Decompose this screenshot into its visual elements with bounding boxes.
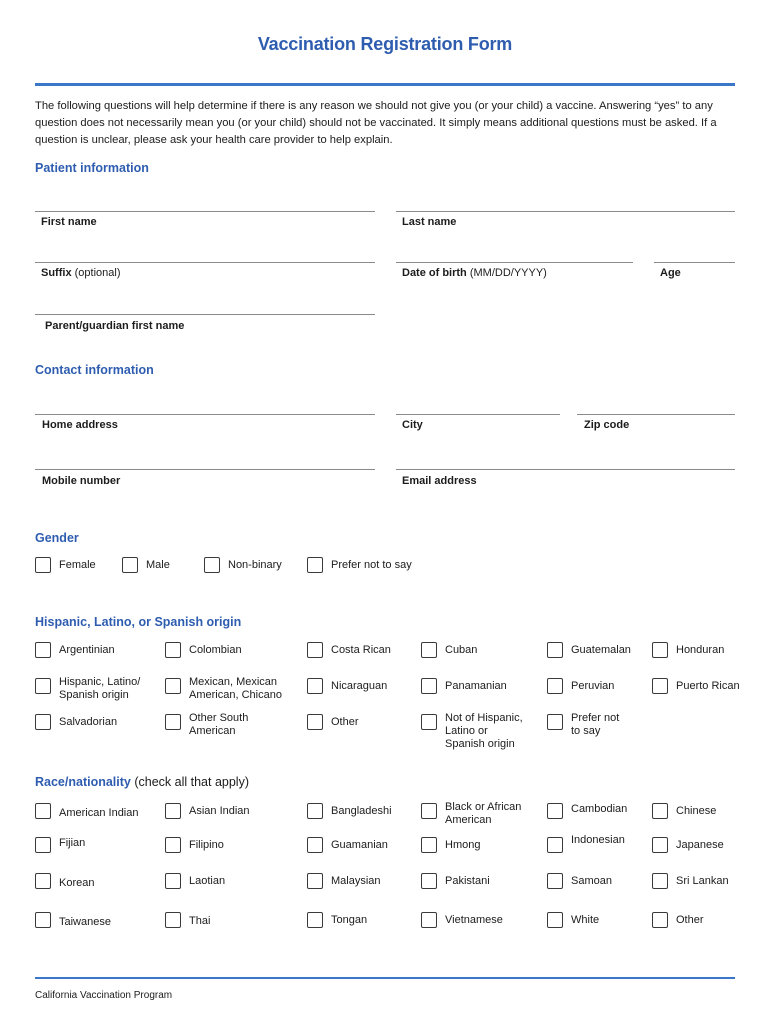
race-option[interactable]: Hmong [421, 837, 480, 853]
race-option[interactable]: Tongan [307, 912, 367, 928]
checkbox[interactable] [652, 642, 668, 658]
race-option[interactable]: Samoan [547, 873, 612, 889]
first-name-field[interactable] [35, 211, 375, 212]
race-option[interactable]: Pakistani [421, 873, 490, 889]
race-option[interactable]: Other [652, 912, 704, 928]
race-option[interactable]: White [547, 912, 599, 928]
page-title: Vaccination Registration Form [257, 34, 513, 54]
checkbox[interactable] [547, 837, 563, 853]
checkbox[interactable] [421, 837, 437, 853]
checkbox[interactable] [421, 912, 437, 928]
gender-option[interactable]: Male [122, 557, 170, 573]
checkbox[interactable] [652, 873, 668, 889]
hispanic-origin-option[interactable]: Colombian [165, 642, 242, 658]
suffix-field[interactable] [35, 262, 375, 263]
gender-option[interactable]: Non-binary [204, 557, 282, 573]
gender-option[interactable]: Prefer not to say [307, 557, 412, 573]
mobile-number-label: Mobile number [42, 475, 121, 487]
hispanic-origin-option[interactable]: Mexican, Mexican American, Chicano [165, 678, 282, 702]
race-option[interactable]: Guamanian [307, 837, 388, 853]
checkbox[interactable] [204, 557, 220, 573]
city-label: City [402, 419, 423, 431]
age-field[interactable] [654, 262, 735, 263]
race-option[interactable]: Fijian [35, 837, 85, 853]
checkbox[interactable] [652, 803, 668, 819]
race-heading: Race/nationality (check all that apply) [35, 775, 249, 789]
hispanic-origin-option[interactable]: Other [307, 714, 359, 730]
checkbox[interactable] [547, 912, 563, 928]
hispanic-origin-option[interactable]: Cuban [421, 642, 477, 658]
checkbox[interactable] [165, 873, 181, 889]
checkbox[interactable] [547, 714, 563, 730]
checkbox[interactable] [165, 803, 181, 819]
checkbox[interactable] [35, 557, 51, 573]
checkbox[interactable] [35, 642, 51, 658]
checkbox[interactable] [307, 803, 323, 819]
checkbox[interactable] [122, 557, 138, 573]
checkbox[interactable] [307, 678, 323, 694]
race-option[interactable]: Thai [165, 912, 210, 928]
checkbox[interactable] [421, 642, 437, 658]
checkbox[interactable] [35, 803, 51, 819]
date-of-birth-field[interactable] [396, 262, 633, 263]
race-option[interactable]: Vietnamese [421, 912, 503, 928]
race-option[interactable]: Malaysian [307, 873, 381, 889]
guardian-name-field[interactable] [35, 314, 375, 315]
checkbox[interactable] [307, 912, 323, 928]
race-option[interactable]: Bangladeshi [307, 803, 392, 819]
checkbox[interactable] [165, 837, 181, 853]
race-option[interactable]: Sri Lankan [652, 873, 729, 889]
hispanic-origin-heading: Hispanic, Latino, or Spanish origin [35, 615, 242, 629]
hispanic-origin-option[interactable]: Guatemalan [547, 642, 631, 658]
hispanic-origin-option[interactable]: Nicaraguan [307, 678, 387, 694]
checkbox[interactable] [652, 912, 668, 928]
checkbox[interactable] [307, 557, 323, 573]
hispanic-origin-option[interactable]: Not of Hispanic, Latino or Spanish origin [421, 714, 523, 751]
checkbox[interactable] [421, 873, 437, 889]
last-name-label: Last name [402, 216, 457, 228]
checkbox[interactable] [421, 714, 437, 730]
checkbox[interactable] [547, 642, 563, 658]
checkbox[interactable] [35, 873, 51, 889]
checkbox[interactable] [35, 912, 51, 928]
race-option[interactable]: Cambodian [547, 803, 627, 819]
gender-heading: Gender [35, 531, 79, 545]
hispanic-origin-option[interactable]: Prefer not to say [547, 714, 619, 738]
checkbox[interactable] [547, 803, 563, 819]
hispanic-origin-option[interactable]: Puerto Rican [652, 678, 740, 694]
checkbox[interactable] [307, 642, 323, 658]
checkbox[interactable] [307, 873, 323, 889]
contact-info-heading: Contact information [35, 363, 154, 377]
footer-divider [35, 977, 735, 979]
race-option[interactable]: Laotian [165, 873, 225, 889]
race-option[interactable]: Asian Indian [165, 803, 250, 819]
home-address-label: Home address [42, 419, 118, 431]
race-option[interactable]: Filipino [165, 837, 224, 853]
age-label: Age [660, 267, 681, 279]
race-option[interactable]: Black or African American [421, 803, 521, 827]
checkbox[interactable] [307, 837, 323, 853]
city-field[interactable] [396, 414, 560, 415]
intro-text: The following questions will help determine if there is any reason we should not give you (or your child) a vaccine. Answering “yes” to any question does not necessarily mean you (or your child) should not be vaccinated. It simply means additional questions must be asked. If a question is unclear, please ask your health care provider to help explain. [35, 100, 717, 146]
checkbox[interactable] [165, 642, 181, 658]
checkbox[interactable] [421, 678, 437, 694]
checkbox[interactable] [165, 714, 181, 730]
hispanic-origin-option[interactable]: Argentinian [35, 642, 115, 658]
hispanic-origin-option[interactable]: Hispanic, Latino/ Spanish origin [35, 678, 140, 702]
checkbox[interactable] [35, 837, 51, 853]
checkbox[interactable] [165, 912, 181, 928]
zip-code-field[interactable] [577, 414, 735, 415]
race-option[interactable]: American Indian [35, 803, 139, 820]
zip-code-label: Zip code [584, 419, 630, 431]
checkbox[interactable] [421, 803, 437, 819]
hispanic-origin-option[interactable]: Salvadorian [35, 714, 117, 730]
checkbox[interactable] [652, 837, 668, 853]
checkbox[interactable] [307, 714, 323, 730]
email-address-field[interactable] [396, 469, 735, 470]
hispanic-origin-option[interactable]: Costa Rican [307, 642, 391, 658]
checkbox[interactable] [652, 678, 668, 694]
home-address-field[interactable] [35, 414, 375, 415]
hispanic-origin-option[interactable]: Peruvian [547, 678, 614, 694]
title-divider [35, 83, 735, 86]
checkbox[interactable] [35, 678, 51, 694]
mobile-number-field[interactable] [35, 469, 375, 470]
suffix-label: Suffix (optional) [41, 267, 121, 279]
race-option[interactable]: Korean [35, 873, 94, 890]
hispanic-origin-option[interactable]: Other South American [165, 714, 248, 738]
race-option[interactable]: Taiwanese [35, 912, 111, 929]
checkbox[interactable] [165, 678, 181, 694]
hispanic-origin-option[interactable]: Panamanian [421, 678, 507, 694]
guardian-name-label: Parent/guardian first name [45, 320, 185, 332]
checkbox[interactable] [547, 678, 563, 694]
race-option[interactable]: Indonesian [547, 837, 625, 853]
footer-text: California Vaccination Program [35, 990, 173, 1001]
last-name-field[interactable] [396, 211, 735, 212]
date-of-birth-label: Date of birth (MM/DD/YYYY) [402, 267, 547, 279]
checkbox[interactable] [35, 714, 51, 730]
email-address-label: Email address [402, 475, 477, 487]
patient-info-heading: Patient information [35, 161, 149, 175]
checkbox[interactable] [547, 873, 563, 889]
gender-option[interactable]: Female [35, 557, 96, 573]
first-name-label: First name [41, 216, 97, 228]
race-option[interactable]: Chinese [652, 803, 716, 819]
hispanic-origin-option[interactable]: Honduran [652, 642, 724, 658]
race-option[interactable]: Japanese [652, 837, 724, 853]
